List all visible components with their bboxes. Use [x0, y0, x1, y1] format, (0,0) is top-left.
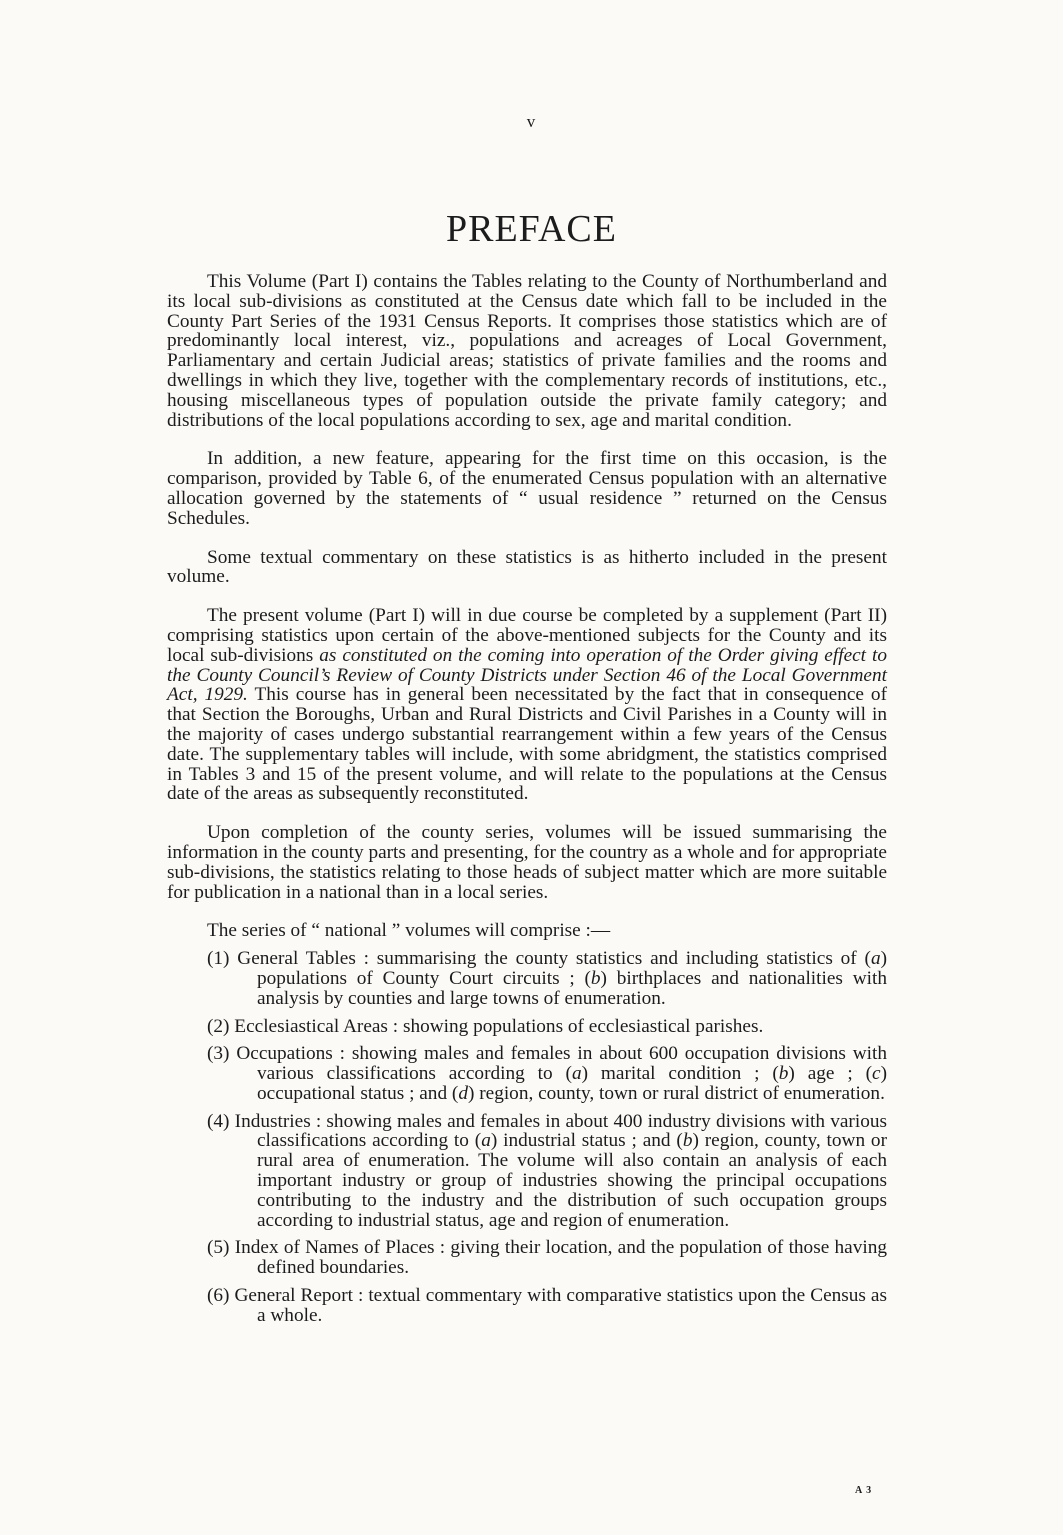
page-number: v: [526, 112, 537, 131]
item-text: ) region, county, town or rural area of enumeration. The volume will also contain an analysis of each important industry or group of industries showing the principal occupations contributing to the industry and the distribution of such occupation groups according to industrial status, age and region of enumeration.: [257, 1130, 887, 1231]
item-text: (1) General Tables : summarising the county statistics and including statistics of (: [207, 948, 871, 970]
paragraph-2: In addition, a new feature, appearing for the first time on this occasion, is the comparison, provided by Table 6, of the enumerated Census population with an alternative allocation governed by the statements of “ usual residence ” returned on the Census Schedules.: [167, 448, 887, 529]
paragraph-5: Upon completion of the county series, volumes will be issued summarising the information in the county parts and presenting, for the country as a whole and for appropriate sub-divisions, the statistics relating to those heads of subject matter which are more suitable for publication in a national than in a local series.: [167, 822, 887, 903]
item-letter: b: [778, 1063, 789, 1085]
item-text: (4) Industries : showing males and females in about 400 industry divisions with various classifications according to (: [207, 1110, 887, 1152]
list-item-industries: [167, 1112, 887, 1231]
list-item-occupations: [167, 1044, 887, 1103]
item-letter: b: [682, 1130, 693, 1152]
paragraph-1: This Volume (Part I) contains the Tables relating to the County of Northumberland and its local sub-divisions as constituted at the Census date which fall to be included in the County Part Series of the 1931 Census Reports. It comprises those statistics which are of predominantly local interest, viz., populations and acreages of Local Government, Parliamentary and certain Judicial areas; statistics of private families and the rooms and dwellings in which they live, together with the complementary records of institutions, etc., housing miscellaneous types of population outside the private family category; and distributions of the local populations according to sex, age and marital condition.: [167, 271, 887, 431]
paragraph-4-italic: as constituted on the coming into operation of the Order giving effect to the County Council’s Review of County Districts under Section 46 of the Local Government Act, 1929.: [167, 644, 887, 706]
item-text: (3) Occupations : showing males and females in about 600 occupation divisions with various classifications according to (: [207, 1043, 887, 1085]
list-item-index-of-places: (5) Index of Names of Places : giving their location, and the population of those having defined boundaries.: [207, 1237, 887, 1279]
item-letter: a: [870, 948, 881, 970]
list-intro: The series of “ national ” volumes will comprise :—: [207, 920, 611, 942]
item-letter: b: [590, 967, 601, 989]
item-text: ) marital condition ; (: [581, 1063, 779, 1085]
item-letter: c: [872, 1063, 881, 1085]
paragraph-4-text-a: The present volume (Part I) will in due course be completed by a supplement (Part II) comprising statistics upon certain of the above-mentioned subjects for the County and its local sub-divisions: [167, 605, 887, 666]
national-volumes-list: [167, 949, 887, 1326]
item-letter: a: [571, 1063, 582, 1085]
item-text: ) occupational status ; and (: [257, 1063, 887, 1104]
signature-mark: A 3: [855, 1485, 873, 1496]
list-item-general-report: (6) General Report : textual commentary with comparative statistics upon the Census as a whole.: [207, 1285, 887, 1326]
item-letter: a: [481, 1130, 491, 1152]
paragraph-4: [167, 606, 887, 804]
list-item-ecclesiastical-areas: (2) Ecclesiastical Areas : showing populations of ecclesiastical parishes.: [207, 1015, 764, 1037]
item-text: ) birthplaces and nationalities with analysis by counties and large towns of enumeration.: [257, 967, 887, 1009]
item-text: ) age ; (: [788, 1063, 873, 1085]
item-text: ) region, county, town or rural district of enumeration.: [467, 1082, 885, 1104]
paragraph-4-text-b: This course has in general been necessitated by the fact that in consequence of that Section the Boroughs, Urban and Rural Districts and Civil Parishes in a County will in the majority of cases undergo substantial rearrangement within a few years of the Census date. The supplementary tables will include, with some abridgment, the statistics comprised in Tables 3 and 15 of the present volume, and will relate to the populations at the Census date of the areas as subsequently reconstituted.: [167, 684, 887, 805]
body-text: [167, 272, 887, 1334]
list-item-general-tables: [167, 949, 887, 1008]
item-text: ) populations of County Court circuits ; (: [257, 948, 887, 989]
item-letter: d: [458, 1082, 468, 1104]
page-title: PREFACE: [445, 208, 617, 250]
paragraph-3: Some textual commentary on these statistics is as hitherto included in the present volume.: [167, 546, 887, 588]
item-text: ) industrial status ; and (: [490, 1130, 683, 1152]
